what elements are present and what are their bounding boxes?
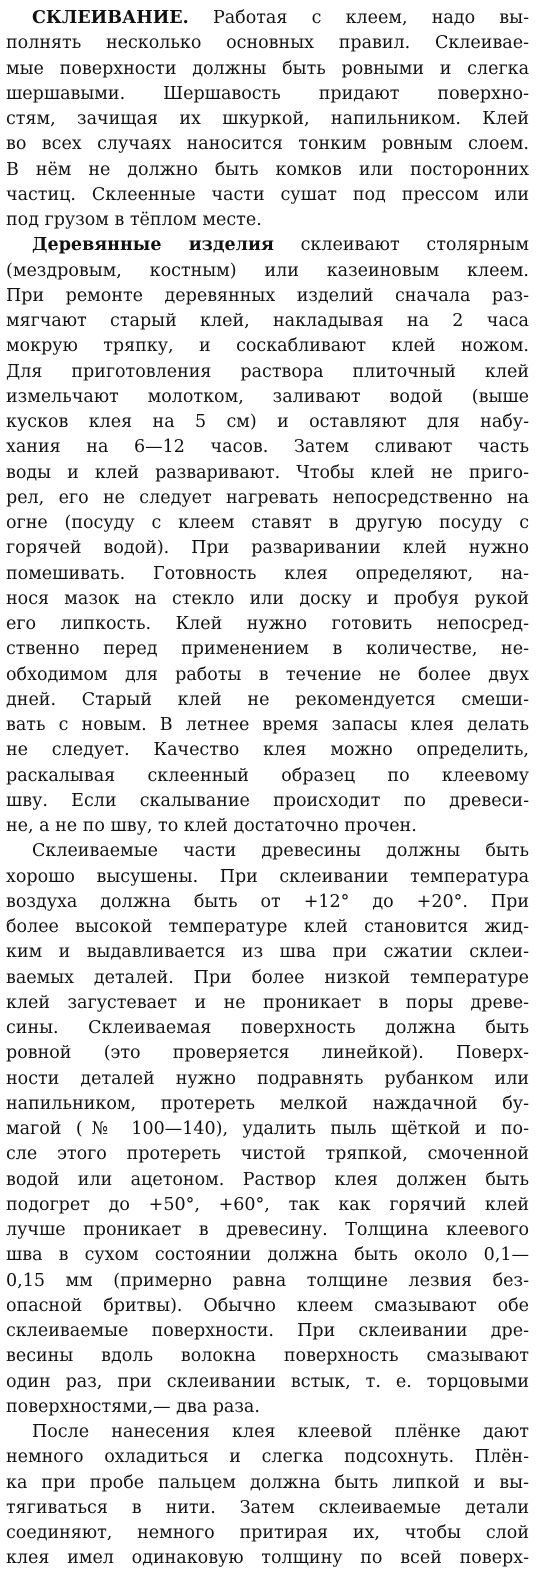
line-text: мокрую тряпку, и соскабливают клей ножом. bbox=[6, 336, 529, 357]
line-text: раскалывая склеенный образец по клеевому bbox=[6, 765, 529, 786]
text-line bbox=[6, 486, 529, 511]
text-line bbox=[6, 1496, 529, 1521]
line-text: помешивать. Готовность клея определяют, на- bbox=[6, 563, 529, 584]
text-line bbox=[6, 132, 529, 157]
text-line bbox=[6, 309, 529, 334]
text-line bbox=[6, 1546, 529, 1571]
text-line bbox=[6, 1168, 529, 1193]
text-line bbox=[6, 562, 529, 587]
text-line bbox=[6, 764, 529, 789]
text-line bbox=[6, 1218, 529, 1243]
text-line bbox=[6, 536, 529, 561]
text-line bbox=[6, 688, 529, 713]
text-line bbox=[6, 713, 529, 738]
line-text: вать с новым. В летнее время запасы клея делать bbox=[6, 715, 529, 735]
text-line bbox=[6, 31, 529, 56]
text-line bbox=[6, 1370, 529, 1395]
line-text: опасной бритвы). Обычно клеем смазывают обе bbox=[6, 1295, 529, 1316]
line-text: напильником, протереть мелкой наждачной бу- bbox=[6, 1093, 529, 1114]
line-text: магой (№ 100—140), удалить пыль щёткой и по- bbox=[6, 1119, 529, 1139]
text-line bbox=[6, 637, 529, 662]
line-text: После нанесения клея клеевой плёнке дают bbox=[32, 1422, 529, 1442]
text-line bbox=[6, 1142, 529, 1167]
text-line bbox=[6, 1041, 529, 1066]
line-text: Работая с клеем, надо вы- bbox=[188, 8, 529, 28]
line-text: немного охладиться и слегка подсохнуть. Плён- bbox=[6, 1447, 529, 1468]
text-line bbox=[6, 511, 529, 536]
text-line bbox=[6, 663, 529, 688]
run-in-heading: Деревянные изделия bbox=[32, 235, 274, 256]
text-line bbox=[6, 360, 529, 385]
line-text: Склеиваемые части древесины должны быть bbox=[32, 841, 529, 862]
text-line bbox=[6, 1445, 529, 1470]
line-text: шва в сухом состоянии должна быть около 0,1— bbox=[6, 1245, 529, 1266]
text-line bbox=[6, 1319, 529, 1344]
line-text: сле этого протереть чистой тряпкой, смоченной bbox=[6, 1144, 529, 1165]
line-text: ровной (это проверяется линейкой). Поверх- bbox=[6, 1043, 529, 1064]
line-text: ности деталей нужно подравнять рубанком или bbox=[6, 1068, 529, 1089]
text-line bbox=[6, 183, 529, 208]
text-line bbox=[32, 6, 529, 31]
text-line bbox=[32, 1420, 529, 1445]
line-text: измельчают молотком, заливают водой (выше bbox=[6, 386, 529, 407]
text-line bbox=[6, 612, 529, 637]
text-line bbox=[6, 890, 529, 915]
line-text: водой или ацетоном. Раствор клея должен быть bbox=[6, 1169, 529, 1190]
text-line bbox=[6, 789, 529, 814]
text-line bbox=[6, 385, 529, 410]
line-text: 0,15 мм (примерно равна толщине лезвия без- bbox=[6, 1270, 529, 1291]
text-line bbox=[6, 1067, 529, 1092]
line-text: сины. Склеиваемая поверхность должна быть bbox=[6, 1018, 529, 1038]
line-text: огне (посуду с клеем ставят в другую посуду с bbox=[6, 513, 529, 533]
text-line bbox=[6, 1117, 529, 1142]
line-text: поверхностями,— два раза. bbox=[6, 1396, 260, 1417]
line-text: соединяют, немного притирая их, чтобы слой bbox=[6, 1523, 529, 1543]
text-line bbox=[6, 1243, 529, 1268]
text-line bbox=[6, 1344, 529, 1369]
text-line bbox=[6, 991, 529, 1016]
line-text: тягиваться в нити. Затем склеиваемые детали bbox=[6, 1497, 529, 1518]
line-text: При ремонте деревянных изделий сначала раз- bbox=[6, 285, 529, 306]
text-line bbox=[6, 865, 529, 890]
line-text: во всех случаях наносится тонким ровным слоем. bbox=[6, 134, 529, 155]
text-line bbox=[6, 284, 529, 309]
line-text: шву. Если скалывание происходит по древеси- bbox=[6, 790, 529, 811]
text-line bbox=[6, 1092, 529, 1117]
line-text: склеиваемые поверхности. При склеивании дре- bbox=[6, 1321, 529, 1341]
line-text: дней. Старый клей не рекомендуется смеши- bbox=[6, 689, 529, 710]
line-text: частиц. Склеенные части сушат под прессом или bbox=[6, 184, 529, 205]
text-line bbox=[6, 1016, 529, 1041]
line-text: ким и выдавливается из шва при сжатии склеи- bbox=[6, 942, 529, 963]
line-text: мягчают старый клей, накладывая на 2 часа bbox=[6, 311, 529, 331]
text-line bbox=[6, 587, 529, 612]
line-text: ственно перед применением в количестве, не- bbox=[6, 639, 529, 660]
line-text: не, а не по шву, то клей достаточно прочен. bbox=[6, 816, 417, 836]
line-text: шершавыми. Шершавость придают поверхно- bbox=[6, 83, 529, 104]
line-text: клея имел одинаковую толщину по всей поверх- bbox=[6, 1548, 529, 1569]
line-text: хорошо высушены. При склеивании температура bbox=[6, 866, 529, 887]
text-line bbox=[6, 1269, 529, 1294]
text-line bbox=[6, 940, 529, 965]
line-text: под грузом в тёплом месте. bbox=[6, 210, 262, 230]
text-line bbox=[6, 57, 529, 82]
line-text: горячей водой). При разваривании клей нужно bbox=[6, 538, 529, 559]
line-text: более высокой температуре клей становится жид- bbox=[6, 917, 529, 937]
line-text: обходимом для работы в течение не более двух bbox=[6, 664, 529, 685]
line-text: хания на 6—12 часов. Затем сливают часть bbox=[6, 437, 529, 458]
text-line bbox=[6, 966, 529, 991]
text-line bbox=[6, 814, 529, 839]
line-text: весины вдоль волокна поверхность смазывают bbox=[6, 1346, 529, 1367]
line-text: ваемых деталей. При более низкой температуре bbox=[6, 967, 529, 988]
text-line bbox=[6, 1294, 529, 1319]
line-text: рел, его не следует нагревать непосредственно на bbox=[6, 487, 529, 508]
line-text: не следует. Качество клея можно определить, bbox=[6, 740, 529, 761]
line-text: клей загустевает и не проникает в поры древе- bbox=[6, 992, 529, 1013]
line-text: Для приготовления раствора плиточный клей bbox=[6, 361, 529, 382]
text-line bbox=[6, 410, 529, 435]
text-line bbox=[6, 158, 529, 183]
line-text: один раз, при склеивании встык, т. е. торцовыми bbox=[6, 1371, 529, 1392]
text-line bbox=[32, 839, 529, 864]
text-line bbox=[6, 1395, 529, 1420]
text-line bbox=[6, 738, 529, 763]
line-text: подогрет до +50°, +60°, так как горячий клей bbox=[6, 1194, 529, 1215]
text-line bbox=[6, 107, 529, 132]
text-line bbox=[6, 208, 529, 233]
text-line bbox=[6, 1193, 529, 1218]
line-text: мые поверхности должны быть ровными и слегка bbox=[6, 58, 529, 79]
line-text: кусков клея на 5 см) и оставляют для набу- bbox=[6, 412, 529, 432]
line-text: лучше проникает в древесину. Толщина клеевого bbox=[6, 1220, 529, 1240]
text-line bbox=[6, 1471, 529, 1496]
line-text: его липкость. Клей нужно готовить непосред- bbox=[6, 614, 529, 634]
line-text: склеивают столярным bbox=[273, 235, 529, 256]
text-line bbox=[6, 259, 529, 284]
line-text: воздуха должна быть от +12° до +20°. При bbox=[6, 891, 529, 912]
line-text: стям, зачищая их шкуркой, напильником. Клей bbox=[6, 109, 529, 129]
line-text: нося мазок на стекло или доску и пробуя рукой bbox=[6, 588, 529, 609]
text-line bbox=[6, 1521, 529, 1546]
text-line bbox=[32, 233, 529, 258]
line-text: воды и клей разваривают. Чтобы клей не приго- bbox=[6, 462, 529, 483]
run-in-heading: СКЛЕИВАНИЕ. bbox=[32, 8, 189, 28]
text-line bbox=[6, 461, 529, 486]
text-line bbox=[6, 82, 529, 107]
text-line bbox=[6, 334, 529, 359]
line-text: полнять несколько основных правил. Склеивае- bbox=[6, 33, 529, 54]
line-text: (мездровым, костным) или казеиновым клеем. bbox=[6, 260, 529, 281]
text-line bbox=[6, 915, 529, 940]
line-text: ка при пробе пальцем должна быть липкой и вы- bbox=[6, 1472, 529, 1493]
text-line bbox=[6, 435, 529, 460]
line-text: В нём не должно быть комков или посторонних bbox=[6, 159, 529, 180]
